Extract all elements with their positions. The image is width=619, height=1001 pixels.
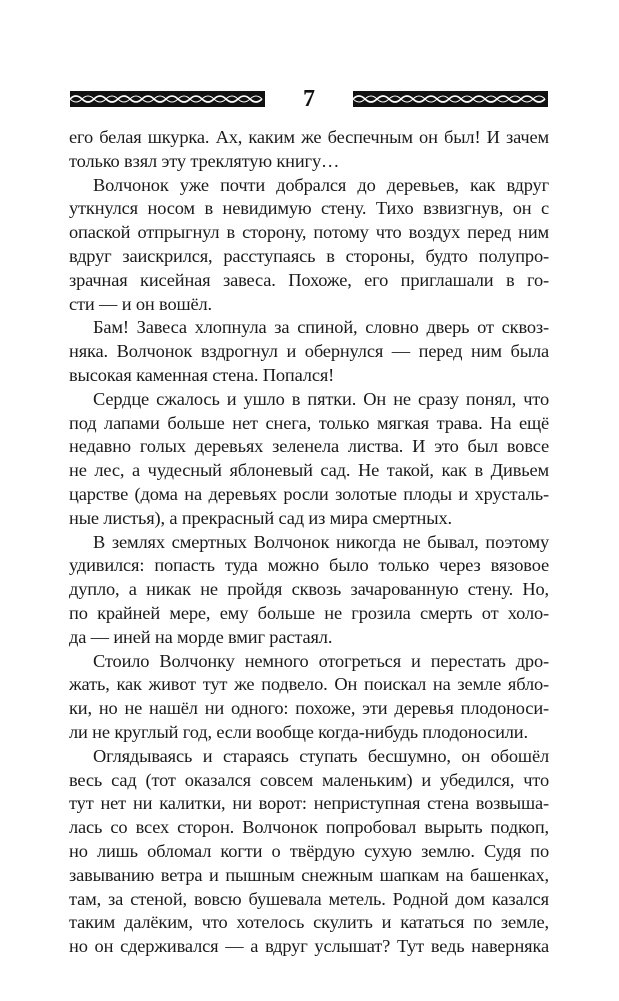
text-line: высокая каменная стена. Попался! bbox=[69, 364, 335, 385]
page-number: 7 bbox=[303, 86, 315, 112]
text-line: царстве (дома на деревьях росли золотые плоды и хрусталь- bbox=[69, 483, 549, 504]
text-line: недавно голых деревьях зеленела листва. И это был вовсе bbox=[69, 436, 549, 457]
text-line: зрачная кисейная завеса. Похоже, его приглашали в го- bbox=[69, 269, 549, 290]
text-line: не лес, а чудесный яблоневый сад. Не такой, как в Дивьем bbox=[69, 460, 549, 481]
text-line: ные листья), а прекрасный сад из мира смертных. bbox=[69, 507, 452, 528]
text-line: но лишь обломал когти о твёрдую сухую землю. Судя по bbox=[69, 840, 549, 861]
text-line: Стоило Волчонку немного отогреться и перестать дро- bbox=[93, 650, 549, 671]
ornament-left-icon bbox=[70, 92, 265, 106]
text-line: но он сдерживался — а вдруг услышат? Тут ведь наверняка bbox=[69, 936, 549, 957]
text-line: няка. Волчонок вздрогнул и обернулся — перед ним была bbox=[69, 341, 549, 362]
text-line: да — иней на морде вмиг растаял. bbox=[69, 626, 333, 647]
body-text bbox=[69, 126, 549, 959]
text-line: Волчонок уже почти добрался до деревьев, как вдруг bbox=[93, 174, 549, 195]
text-line: сти — и он вошёл. bbox=[69, 293, 213, 314]
text-line: Оглядываясь и стараясь ступать бесшумно, он обошёл bbox=[93, 745, 549, 766]
text-line: вдруг заискрился, расступаясь в стороны, будто полупро- bbox=[69, 245, 549, 266]
text-line: его белая шкурка. Ах, каким же беспечным он был! И зачем bbox=[69, 127, 549, 147]
text-line: опаской отпрыгнул в сторону, потому что воздух перед ним bbox=[69, 222, 549, 243]
text-line: удивился: попасть туда можно было только через вязовое bbox=[69, 555, 549, 576]
ornament-band-left bbox=[70, 91, 265, 107]
text-line: В землях смертных Волчонок никогда не бывал, поэтому bbox=[93, 531, 549, 552]
text-line: весь сад (тот оказался совсем маленьким) и убедился, что bbox=[69, 769, 549, 790]
text-line: Сердце сжалось и ушло в пятки. Он не сразу понял, что bbox=[93, 388, 549, 409]
text-line: таким далёким, что хотелось скулить и кататься по земле, bbox=[69, 912, 549, 933]
text-line: Бам! Завеса хлопнула за спиной, словно дверь от сквоз- bbox=[93, 317, 549, 338]
text-line: ли не круглый год, если вообще когда-нибудь плодоносили. bbox=[69, 721, 528, 742]
text-line: только взял эту треклятую книгу… bbox=[69, 150, 340, 171]
text-line: лась со всех сторон. Волчонок попробовал вырыть подкоп, bbox=[69, 817, 549, 838]
text-line: тут нет ни калитки, ни ворот: неприступная стена возвыша- bbox=[69, 793, 549, 814]
ornament-band-right bbox=[353, 91, 548, 107]
text-line: уткнулся носом в невидимую стену. Тихо взвизгнув, он с bbox=[69, 198, 549, 219]
text-line: там, за стеной, вовсю бушевала метель. Родной дом казался bbox=[69, 888, 549, 909]
text-line: завыванию ветра и пышным снежным шапкам на башенках, bbox=[69, 864, 549, 885]
text-line: по крайней мере, ему больше не грозила смерть от холо- bbox=[69, 602, 549, 623]
text-line: дупло, а никак не пройдя сквозь зачарованную стену. Но, bbox=[69, 579, 549, 600]
running-header bbox=[70, 86, 548, 112]
text-line: ки, но не нашёл ни одного: похоже, эти деревья плодоноси- bbox=[69, 698, 549, 719]
text-line: жать, как живот тут же подвело. Он поискал на земле ябло- bbox=[69, 674, 549, 695]
ornament-right-icon bbox=[353, 92, 548, 106]
text-line: под лапами больше нет снега, только мягкая трава. На ещё bbox=[69, 412, 549, 433]
